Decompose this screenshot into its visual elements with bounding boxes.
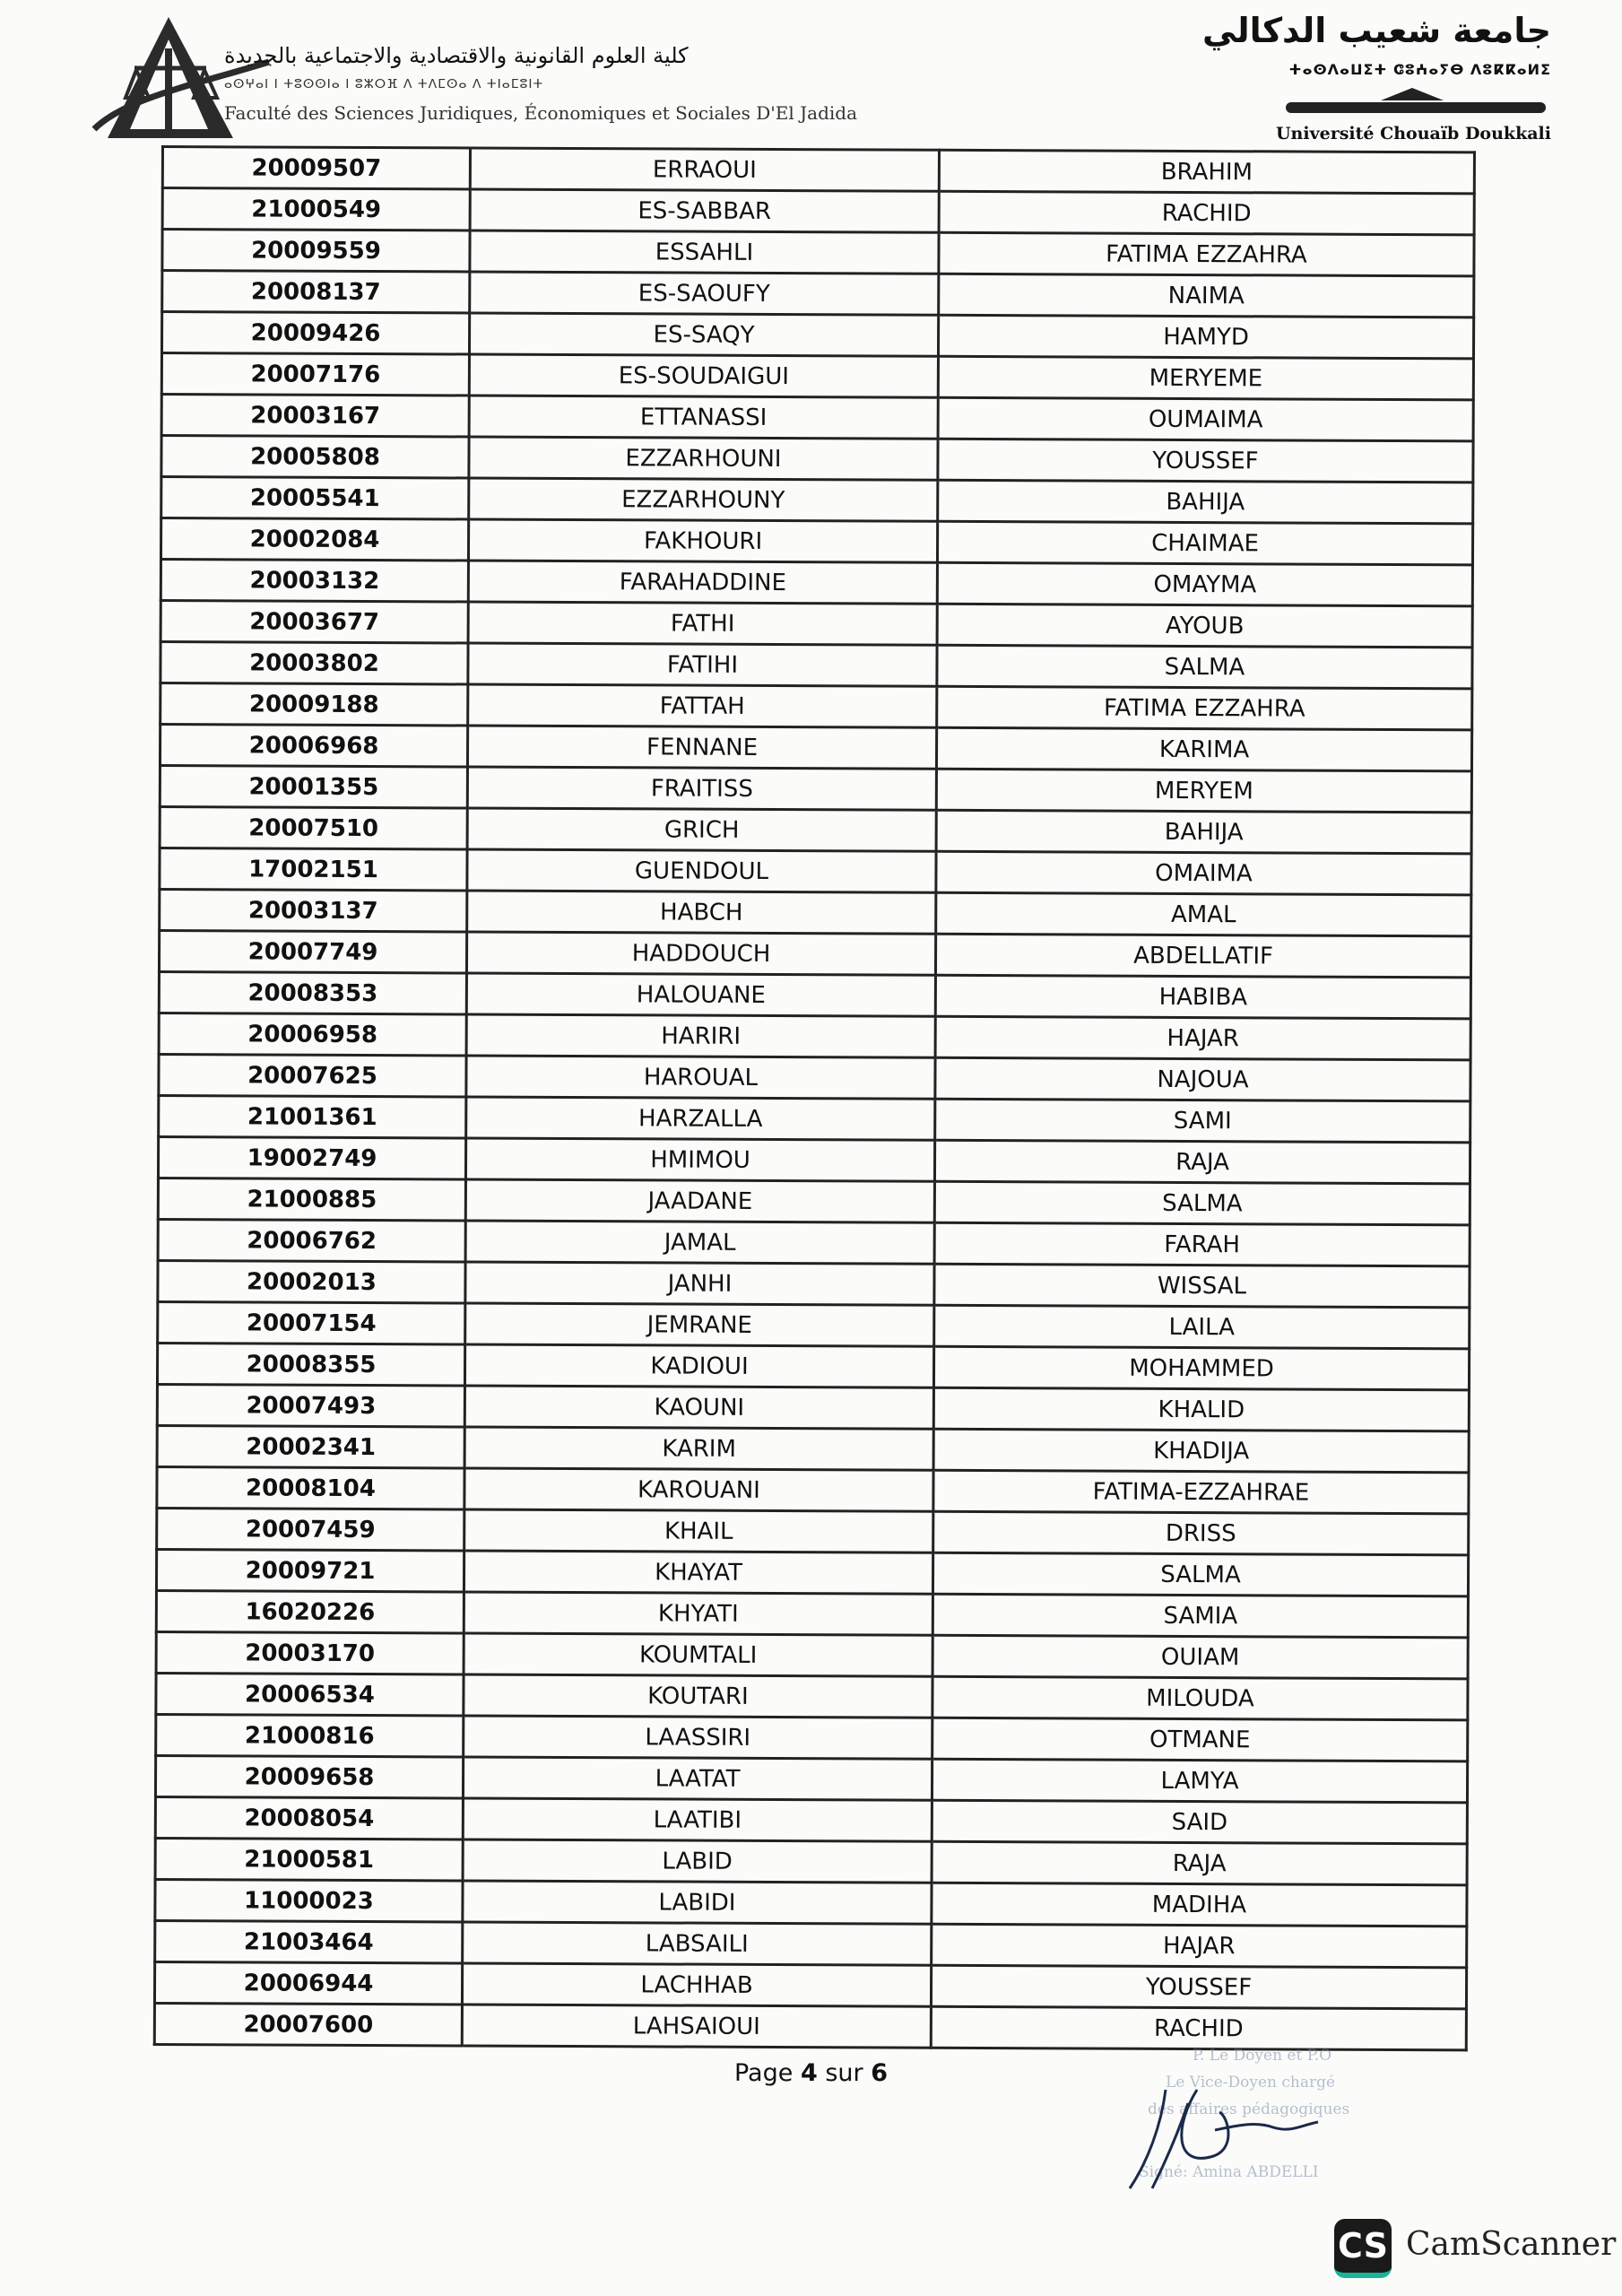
table-row [162,147,1474,194]
student-id-cell: 20009559 [162,230,470,272]
page-separator: sur [825,2059,863,2087]
last-name-cell: ERRAOUI [470,148,939,191]
student-id-cell: 20006534 [156,1673,464,1715]
last-name-cell: ES-SOUDAIGUI [469,354,938,397]
table-row [161,477,1473,524]
last-name-cell: JAADANE [465,1179,934,1222]
student-id-cell: 20009188 [160,683,468,726]
last-name-cell: JAMAL [465,1221,934,1264]
last-name-cell: ES-SAOUFY [470,272,939,315]
table-row [160,601,1472,648]
student-id-cell: 20003802 [160,642,468,684]
last-name-cell: KHAYAT [464,1551,932,1594]
first-name-cell: MERYEME [938,356,1473,400]
stamp-line-1: P. Le Doyen et P.O [1193,2047,1332,2065]
table-row [156,1549,1468,1596]
table-row [159,1054,1470,1100]
student-id-cell: 20009507 [162,147,470,189]
student-id-cell: 20001355 [160,765,467,807]
page-prefix: Page [733,2059,794,2087]
last-name-cell: HMIMOU [465,1138,934,1181]
first-name-cell: KARIMA [936,727,1471,771]
student-id-cell: 20008353 [159,971,466,1013]
table-row [156,1590,1468,1637]
table-row [155,1920,1467,1967]
student-id-cell: 20008054 [155,1796,463,1839]
table-row [158,1301,1470,1348]
last-name-cell: FRAITISS [467,767,936,810]
table-row [159,971,1470,1018]
student-id-cell: 20003137 [160,889,467,931]
student-id-cell: 20002013 [158,1260,465,1302]
student-id-cell: 20005541 [161,477,469,519]
last-name-cell: HAROUAL [466,1056,935,1099]
student-id-cell: 20003170 [156,1631,464,1674]
student-id-cell: 20007749 [159,930,466,972]
signature-icon [1112,2063,1327,2197]
table-row [158,1260,1470,1307]
student-id-cell: 20009658 [155,1755,463,1797]
first-name-cell: MOHAMMED [933,1346,1469,1390]
last-name-cell: FENNANE [467,726,936,769]
student-id-cell: 20007510 [160,806,467,848]
table-row [155,1796,1467,1843]
table-row [162,188,1474,235]
first-name-cell: HAJAR [932,1924,1467,1968]
student-id-cell: 20007493 [157,1384,464,1426]
last-name-cell: FATIHI [468,643,937,686]
faculty-header [90,13,858,147]
last-name-cell: KHAIL [464,1509,933,1552]
first-name-cell: SAID [932,1800,1467,1844]
student-roster-table [153,145,1476,2051]
first-name-cell: RAJA [934,1140,1470,1184]
camscanner-logo-icon: CS [1334,2219,1392,2278]
student-id-cell: 16020226 [156,1590,464,1632]
university-name-tifinagh: ⵜⴰⵙⴷⴰⵡⵉⵜ ⵛⵓⵄⴰⵢⴱ ⴷⵓⴽⴽⴰⵍⵉ [1288,61,1551,78]
table-row [161,353,1473,400]
student-id-cell: 20008104 [157,1466,464,1509]
student-id-cell: 20003167 [161,395,469,437]
last-name-cell: HADDOUCH [466,932,935,975]
table-row [162,271,1474,317]
first-name-cell: NAIMA [939,274,1474,317]
camscanner-label: CamScanner [1406,2226,1617,2263]
last-name-cell: LABIDI [463,1881,932,1924]
table-row [157,1343,1469,1389]
university-name-arabic: جامعة شعيب الدكالي [1201,11,1551,50]
first-name-cell: BRAHIM [939,150,1474,194]
last-name-cell: LACHHAB [462,1963,931,2006]
first-name-cell: SALMA [932,1552,1468,1596]
faculty-name-french: Faculté des Sciences Juridiques, Économiques et Sociales D'El Jadida [224,102,858,124]
student-id-cell: 20002341 [157,1425,464,1467]
student-id-cell: 20003677 [160,601,468,643]
table-row [157,1508,1469,1554]
student-id-cell: 20002084 [160,518,468,561]
first-name-cell: KHADIJA [933,1429,1469,1473]
roster-body [154,147,1474,2050]
last-name-cell: KADIOUI [464,1344,933,1387]
last-name-cell: LAATIBI [463,1798,932,1841]
last-name-cell: ESSAHLI [470,230,939,274]
first-name-cell: HAMYD [938,315,1473,359]
table-row [154,2003,1466,2049]
student-id-cell: 20007154 [158,1301,465,1344]
faculty-name-arabic: كلية العلوم القانونية والاقتصادية والاجتماعية بالجديدة [224,43,689,68]
last-name-cell: HARIRI [466,1014,935,1057]
student-id-cell: 19002749 [158,1136,465,1178]
university-header [1201,9,1551,144]
first-name-cell: HABIBA [935,975,1470,1019]
first-name-cell: FATIMA EZZAHRA [939,232,1474,276]
table-row [160,560,1472,606]
table-row [160,683,1472,730]
last-name-cell: KOUTARI [464,1674,932,1718]
first-name-cell: OTMANE [932,1718,1468,1761]
table-row [157,1466,1469,1513]
last-name-cell: JANHI [465,1262,934,1305]
student-id-cell: 20007600 [154,2003,462,2045]
table-row [159,930,1470,977]
table-row [157,1425,1469,1472]
first-name-cell: SAMI [935,1099,1470,1143]
first-name-cell: RACHID [931,2006,1466,2050]
first-name-cell: KHALID [933,1387,1469,1431]
student-id-cell: 20005808 [161,436,469,478]
first-name-cell: FARAH [934,1222,1470,1266]
table-row [160,889,1471,935]
last-name-cell: GRICH [467,808,936,851]
first-name-cell: MERYEM [936,769,1471,813]
first-name-cell: OMAYMA [937,562,1472,606]
first-name-cell: LAMYA [932,1759,1467,1803]
university-name-french: Université Chouaïb Doukkali [1275,124,1551,144]
student-id-cell: 20009426 [161,312,469,354]
table-row [160,848,1471,894]
last-name-cell: ES-SAQY [469,313,938,356]
last-name-cell: ES-SABBAR [470,189,939,232]
student-id-cell: 20008137 [162,271,470,313]
table-row [155,1755,1467,1802]
first-name-cell: FATIMA EZZAHRA [937,686,1472,730]
student-id-cell: 20007625 [159,1054,466,1096]
table-row [158,1178,1470,1224]
table-row [156,1631,1468,1678]
first-name-cell: ABDELLATIF [935,934,1470,978]
student-id-cell: 11000023 [155,1879,463,1921]
student-id-cell: 21000816 [156,1714,464,1756]
table-row [158,1136,1470,1183]
table-row [156,1673,1468,1719]
first-name-cell: AYOUB [937,604,1472,648]
last-name-cell: HABCH [467,891,936,934]
student-id-cell: 21000581 [155,1838,463,1880]
first-name-cell: SALMA [934,1181,1470,1225]
table-row [159,1095,1470,1142]
stamp-line-2: Le Vice-Doyen chargé [1166,2074,1336,2092]
last-name-cell: LAASSIRI [464,1716,932,1759]
first-name-cell: DRISS [933,1511,1469,1555]
table-row [155,1838,1467,1884]
first-name-cell: BAHIJA [936,810,1471,854]
table-row [154,1961,1466,2008]
first-name-cell: YOUSSEF [931,1965,1466,2009]
first-name-cell: SALMA [937,645,1472,689]
last-name-cell: FAKHOURI [468,519,937,562]
first-name-cell: WISSAL [934,1264,1470,1308]
first-name-cell: BAHIJA [938,480,1473,524]
table-row [161,312,1473,359]
first-name-cell: OUIAM [932,1635,1468,1679]
student-id-cell: 20003132 [160,560,468,602]
table-row [155,1879,1467,1926]
last-name-cell: EZZARHOUNI [469,437,938,480]
first-name-cell: NAJOUA [935,1057,1470,1101]
student-id-cell: 20007459 [157,1508,464,1550]
table-row [160,806,1471,853]
student-id-cell: 17002151 [160,848,467,890]
first-name-cell: FATIMA-EZZAHRAE [933,1470,1469,1514]
table-row [158,1219,1470,1265]
first-name-cell: CHAIMAE [937,521,1472,565]
first-name-cell: AMAL [936,892,1471,936]
student-id-cell: 21000549 [162,188,470,230]
first-name-cell: LAILA [934,1305,1470,1349]
first-name-cell: HAJAR [935,1016,1470,1060]
first-name-cell: MADIHA [932,1883,1467,1926]
last-name-cell: KOUMTALI [464,1633,932,1676]
page-total: 6 [871,2059,889,2087]
last-name-cell: GUENDOUL [467,849,936,892]
table-row [156,1714,1468,1761]
last-name-cell: ETTANASSI [469,396,938,439]
last-name-cell: FATHI [468,602,937,645]
table-row [160,725,1471,771]
faculty-name-tifinagh: ⴰⵙⵖⴰⵏ ⵏ ⵜⵓⵙⵙⵏⴰ ⵏ ⵓⵣⵔⴼ ⴷ ⵜⴷⵎⵙⴰ ⴷ ⵜⵏⴰⵎⵓⵏⵜ [224,77,544,91]
table-row [162,230,1474,276]
last-name-cell: LAATAT [463,1757,932,1800]
student-id-cell: 20007176 [161,353,469,396]
stamp-signed: Signé: Amina ABDELLI [1139,2163,1319,2181]
last-name-cell: LABID [463,1839,932,1883]
first-name-cell: MILOUDA [932,1676,1468,1720]
last-name-cell: KARIM [464,1427,933,1470]
student-id-cell: 20006762 [158,1219,465,1261]
page-current: 4 [800,2059,818,2087]
last-name-cell: KAOUNI [464,1386,933,1429]
last-name-cell: FATTAH [468,684,937,727]
last-name-cell: JEMRANE [465,1303,934,1346]
last-name-cell: KAROUANI [464,1468,933,1511]
last-name-cell: KHYATI [464,1592,932,1635]
last-name-cell: EZZARHOUNY [469,478,938,521]
first-name-cell: SAMIA [932,1594,1468,1638]
student-id-cell: 20006944 [154,1961,462,2004]
first-name-cell: RACHID [939,191,1474,235]
first-name-cell: OUMAIMA [938,397,1473,441]
first-name-cell: RAJA [932,1841,1467,1885]
student-id-cell: 20009721 [156,1549,464,1591]
student-id-cell: 21000885 [158,1178,465,1220]
table-row [161,436,1473,483]
table-row [159,1013,1470,1059]
student-id-cell: 21001361 [159,1095,466,1137]
table-row [160,518,1472,565]
last-name-cell: LAHSAIOUI [462,2005,931,2048]
last-name-cell: FARAHADDINE [468,561,937,604]
last-name-cell: LABSAILI [463,1922,932,1965]
first-name-cell: OMAIMA [936,851,1471,895]
student-id-cell: 20008355 [157,1343,464,1385]
student-id-cell: 20006968 [160,725,467,767]
student-id-cell: 20006958 [159,1013,466,1055]
last-name-cell: HARZALLA [466,1097,935,1140]
last-name-cell: HALOUANE [466,973,935,1016]
student-id-cell: 21003464 [155,1920,463,1962]
table-row [160,642,1472,689]
table-row [160,765,1471,812]
stamp-line-3: des affaires pédagogiques [1148,2100,1350,2118]
table-row [161,395,1473,441]
table-row [157,1384,1469,1431]
first-name-cell: YOUSSEF [938,439,1473,483]
